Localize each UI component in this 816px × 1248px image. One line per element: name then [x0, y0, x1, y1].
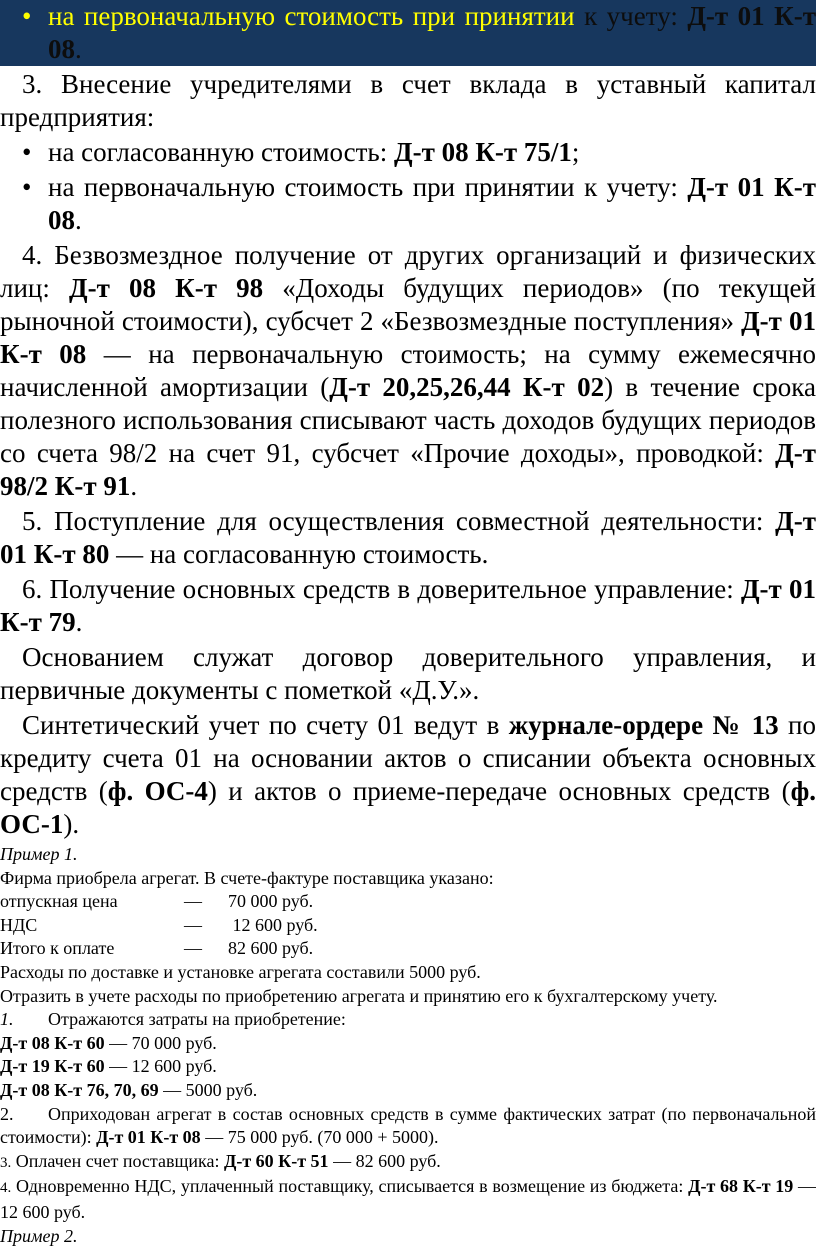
bullet-icon: •: [22, 0, 48, 33]
basis-paragraph: Основанием служат договор доверительного управления, и первичные документы с пометкой «Д.У.».: [0, 641, 816, 707]
bullet-icon: •: [22, 171, 48, 204]
delivery-text: Расходы по доставке и установке агрегата составили 5000 руб.: [0, 961, 816, 985]
example-1-intro: Фирма приобрела агрегат. В счете-фактуре поставщика указано:: [0, 867, 816, 891]
step-3: 3. Оплачен счет поставщика: Д-т 60 К-т 51 — 82 600 руб.: [0, 1150, 816, 1176]
entry-row: Д-т 08 К-т 60 — 70 000 руб.: [0, 1032, 816, 1056]
example-2-title: Пример 2.: [0, 1225, 816, 1248]
bullet-icon: •: [22, 136, 48, 169]
top-bullet: • на первоначальную стоимость при принятии к учету: Д-т 01 К-т 08.: [0, 0, 816, 66]
entry-row: Д-т 08 К-т 76, 70, 69 — 5000 руб.: [0, 1079, 816, 1103]
price-row: отпускная цена — 70 000 руб.: [0, 890, 816, 914]
vat-row: НДС — 12 600 руб.: [0, 914, 816, 938]
item-5: 5. Поступление для осуществления совместной деятельности: Д-т 01 К-т 80 — на согласованную стоимость.: [0, 505, 816, 571]
item-3-bullet-2: • на первоначальную стоимость при принятии к учету: Д-т 01 К-т 08.: [0, 171, 816, 237]
item-4: 4. Безвозмездное получение от других организаций и физических лиц: Д-т 08 К-т 98 «Доходы будущих периодов» (по текущей рыночной стоимости), субсчет 2 «Безвозмездные поступления» Д-т 01 К-т 08 — на первоначальную стоимость; на сумму ежемесячно начисленной амортизации (Д-т 20,25,26,44 К-т 02) в течение срока полезного использования списывают часть доходов будущих периодов со счета 98/2 на счет 91, субсчет «Прочие доходы», проводкой: Д-т 98/2 К-т 91.: [0, 239, 816, 503]
step-4: 4. Одновременно НДС, уплаченный поставщику, списывается в возмещение из бюджета: Д-т 68 К-т 19 — 12 600 руб.: [0, 1175, 816, 1224]
item-3: 3. Внесение учредителями в счет вклада в уставный капитал предприятия:: [0, 68, 816, 134]
example-1: [0, 843, 816, 1248]
synthetic-paragraph: Синтетический учет по счету 01 ведут в журнале-ордере № 13 по кредиту счета 01 на основании актов о списании объекта основных средств (ф. ОС-4) и актов о приеме-передаче основных средств (ф. ОС-1).: [0, 709, 816, 841]
step-1: 1. Отражаются затраты на приобретение:: [0, 1008, 816, 1032]
item-3-bullet-1: • на согласованную стоимость: Д-т 08 К-т 75/1;: [0, 136, 816, 169]
entry-row: Д-т 19 К-т 60 — 12 600 руб.: [0, 1055, 816, 1079]
total-row: Итого к оплате — 82 600 руб.: [0, 937, 816, 961]
item-6: 6. Получение основных средств в доверительное управление: Д-т 01 К-т 79.: [0, 573, 816, 639]
example-1-title: Пример 1.: [0, 843, 816, 867]
task-text: Отразить в учете расходы по приобретению агрегата и принятию его к бухгалтерскому учету.: [0, 985, 816, 1009]
step-2: 2. Оприходован агрегат в состав основных средств в сумме фактических затрат (по первоначальной стоимости): Д-т 01 К-т 08 — 75 000 руб. (70 000 + 5000).: [0, 1103, 816, 1150]
